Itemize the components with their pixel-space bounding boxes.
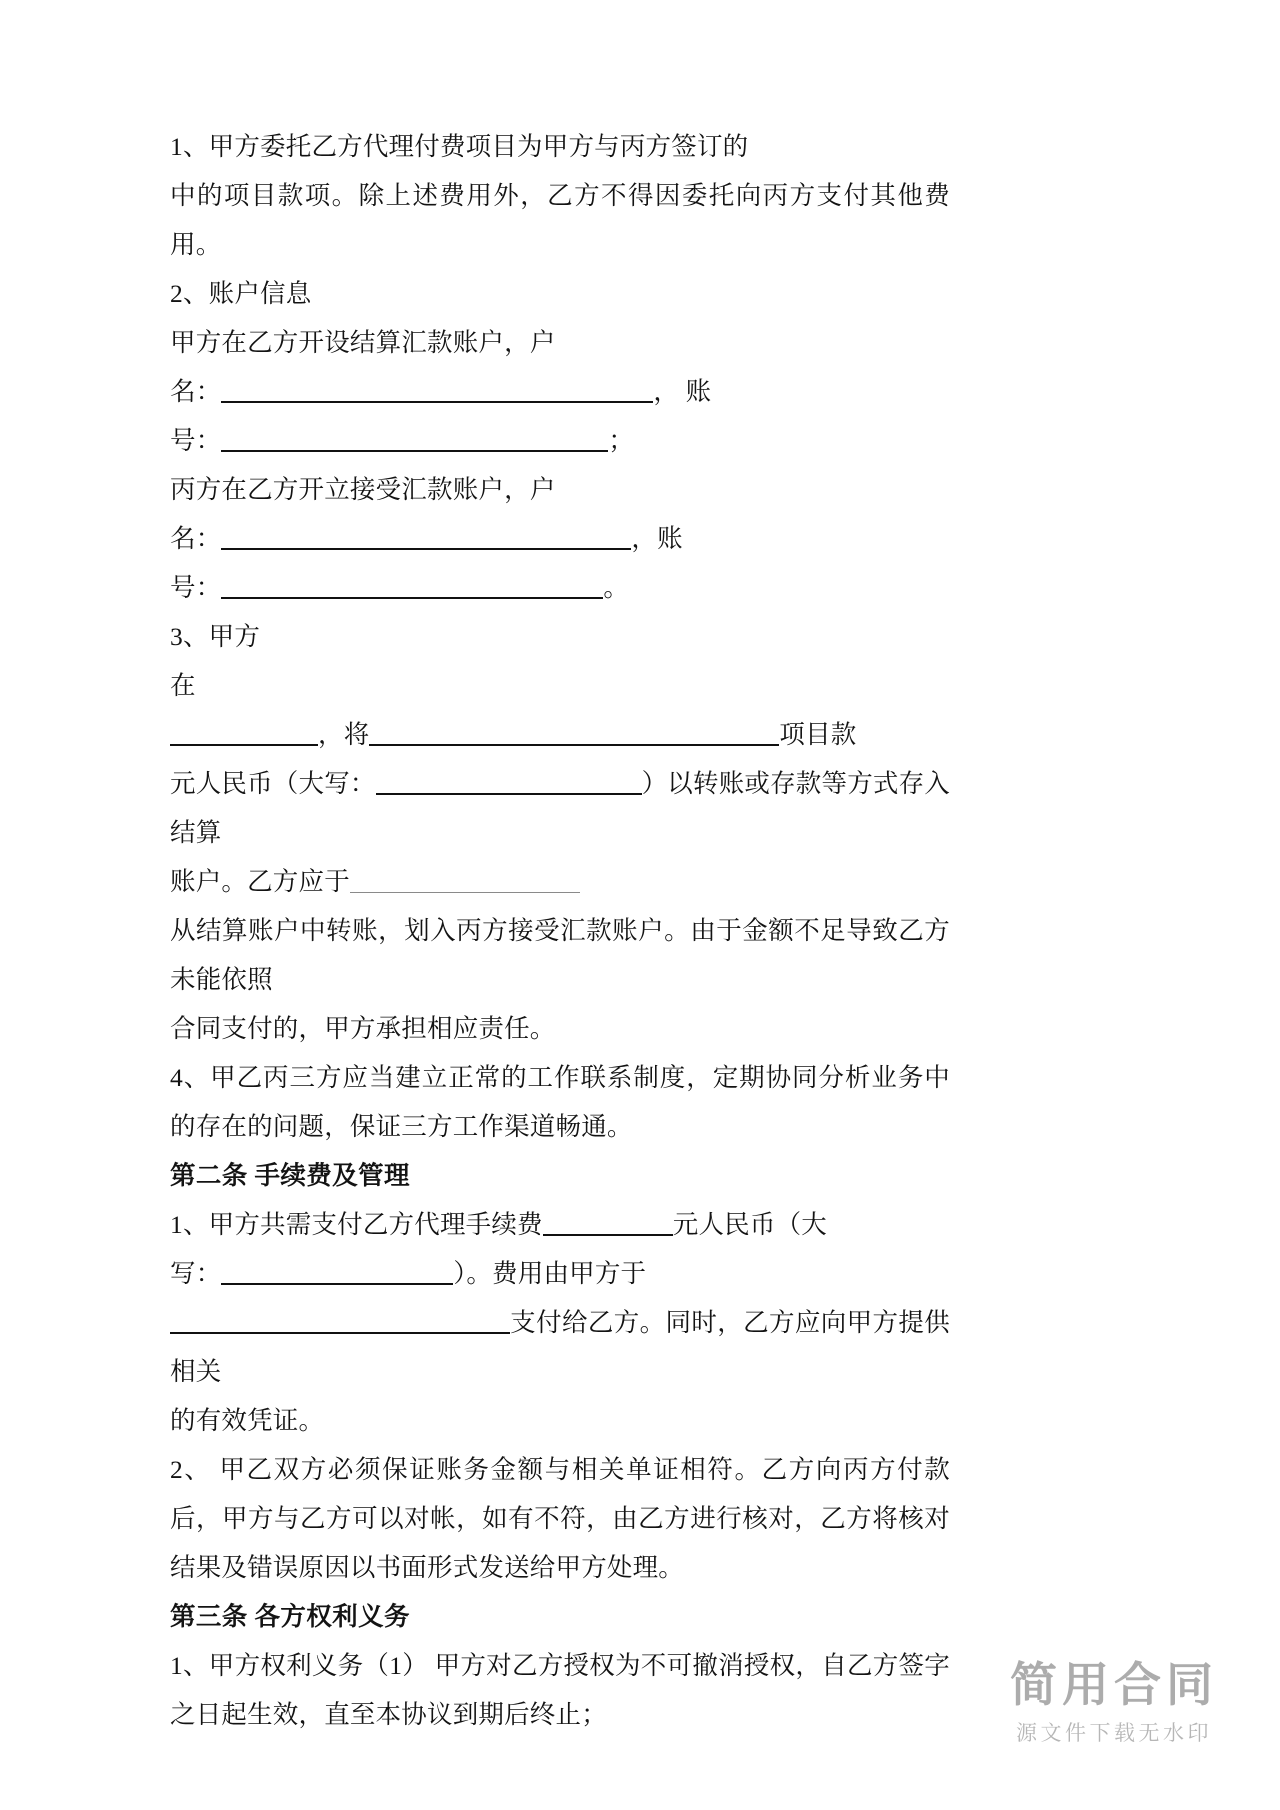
account-number-label: 号： <box>170 426 222 455</box>
account-number2-trailing: 。 <box>603 573 630 602</box>
account-name2-trailing: ，账 <box>631 524 683 553</box>
account-name-blank[interactable] <box>221 374 653 403</box>
field-item3-date-and-project <box>170 710 950 759</box>
account-name-trailing: ， 账 <box>653 377 712 406</box>
paragraph-item3-transfer2: 合同支付的，甲方承担相应责任。 <box>170 1014 556 1043</box>
paragraph-section-two-item2: 2、 甲乙双方必须保证账务金额与相关单证相符。乙方向丙方付款后，甲方与乙方可以对帐，如有不符，由乙方进行核对，乙方将核对结果及错误原因以书面形式发送给甲方处理。 <box>170 1455 950 1582</box>
paragraph-item3-prefix: 3、甲方 <box>170 622 261 651</box>
field-item3-transfer-date <box>170 857 950 906</box>
paragraph-item2-line2: 丙方在乙方开立接受汇款账户，户 <box>170 475 556 504</box>
paragraph-item1-line1: 1、甲方委托乙方代理付费项目为甲方与丙方签订的 <box>170 132 749 161</box>
payment-date-blank[interactable] <box>170 717 318 746</box>
fee-mid-text: 元人民币（大 <box>672 1210 827 1239</box>
account-number2-blank[interactable] <box>221 570 603 599</box>
account-number-trailing: ； <box>608 426 635 455</box>
project-name-blank[interactable] <box>369 717 779 746</box>
field-section-two-pay-date <box>170 1298 950 1396</box>
fee-pay-date-blank[interactable] <box>170 1305 510 1334</box>
field-section-two-fee-capital <box>170 1249 950 1298</box>
account-name2-label: 名： <box>170 524 222 553</box>
paragraph-section-three-item1: 1、甲方权利义务（1） 甲方对乙方授权为不可撤消授权，自乙方签字之日起生效，直至本协议到期后终止； <box>170 1651 950 1729</box>
watermark-sub-text: 源文件下载无水印 <box>1016 1720 1212 1745</box>
field-party-a-account-number <box>170 416 950 465</box>
item3-mid1-text: ，将 <box>318 720 370 749</box>
field-item3-amount <box>170 759 950 857</box>
account-prefix-text: 账户。乙方应于 <box>170 867 350 896</box>
amount-prefix-text: 元人民币（大写： <box>170 769 376 798</box>
field-section-two-fee <box>170 1200 950 1249</box>
paragraph-item2-title: 2、账户信息 <box>170 279 312 308</box>
field-party-c-account-number <box>170 563 950 612</box>
paragraph-item2-line1: 甲方在乙方开设结算汇款账户，户 <box>170 328 556 357</box>
amount-capital-blank[interactable] <box>376 766 642 795</box>
field-party-c-account-name <box>170 514 950 563</box>
watermark <box>1010 1657 1218 1748</box>
fee-capital-blank[interactable] <box>221 1256 453 1285</box>
paragraph-item1-line2: 中的项目款项。除上述费用外，乙方不得因委托向丙方支付其他费用。 <box>170 181 950 259</box>
account-number-blank[interactable] <box>221 423 608 452</box>
account-number2-label: 号： <box>170 573 222 602</box>
fee-capital-label: 写： <box>170 1259 222 1288</box>
heading-section-three: 第三条 各方权利义务 <box>170 1602 410 1631</box>
account-name-label: 名： <box>170 377 222 406</box>
heading-section-two: 第二条 手续费及管理 <box>170 1161 410 1190</box>
document-body <box>170 122 950 1739</box>
fee-capital-suffix: ）。费用由甲方于 <box>453 1259 647 1288</box>
paragraph-item3-at: 在 <box>170 671 196 700</box>
item3-mid2-text: 项目款 <box>779 720 857 749</box>
paragraph-item4: 4、甲乙丙三方应当建立正常的工作联系制度，定期协同分析业务中的存在的问题，保证三方工作渠道畅通。 <box>170 1063 950 1141</box>
paragraph-section-two-item1-tail: 的有效凭证。 <box>170 1406 325 1435</box>
transfer-date-blank[interactable] <box>350 865 580 893</box>
paragraph-item3-transfer: 从结算账户中转账，划入丙方接受汇款账户。由于金额不足导致乙方未能依照 <box>170 916 950 994</box>
fee-amount-blank[interactable] <box>543 1207 673 1236</box>
watermark-main-text: 简用合同 <box>1010 1657 1218 1713</box>
amount-suffix-text: ）以转账或存款等方式存入结算 <box>170 769 951 847</box>
field-party-a-account-name <box>170 367 950 416</box>
fee-pay-suffix-text: 支付给乙方。同时，乙方应向甲方提供相关 <box>170 1308 950 1386</box>
fee-prefix-text: 1、甲方共需支付乙方代理手续费 <box>170 1210 543 1239</box>
account-name2-blank[interactable] <box>221 521 631 550</box>
